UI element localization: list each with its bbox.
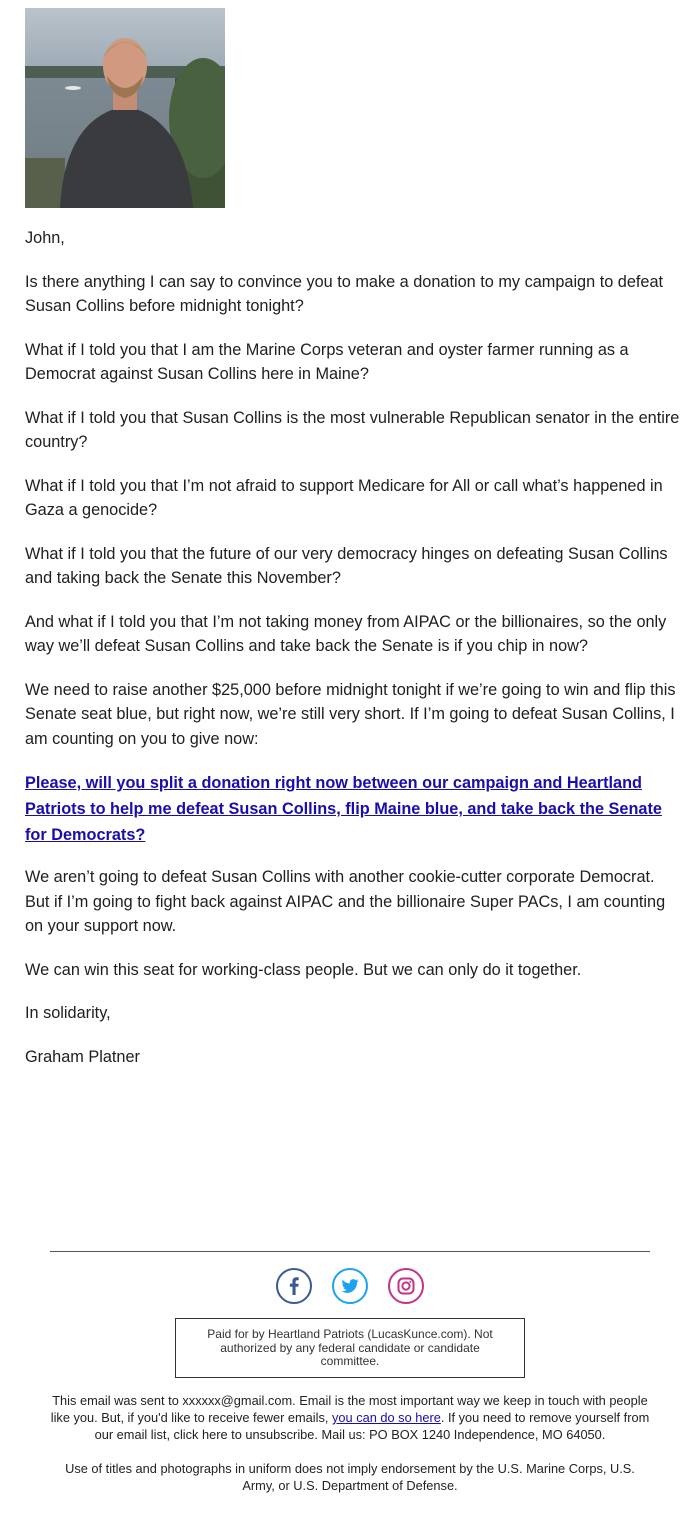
paragraph: What if I told you that I’m not afraid to support Medicare for All or call what’s happened in Gaza a genocide?: [25, 476, 663, 519]
instagram-icon: [390, 1270, 422, 1302]
footer-text: . Email is the most important way we keep in touch with people like you. But, if you'd like to receive fewer emails,: [50, 1393, 648, 1425]
closing: In solidarity,: [25, 1004, 111, 1022]
candidate-photo: [25, 8, 225, 208]
paragraph: What if I told you that the future of our very democracy hinges on defeating Susan Collins and taking back the Senate this November?: [25, 544, 668, 587]
footer-text: This email was sent to: [52, 1393, 179, 1408]
uniform-disclaimer: Use of titles and photographs in uniform does not imply endorsement by the U.S. Marine Corps, U.S. Army, or U.S. Department of Defense.: [65, 1461, 635, 1493]
footer-text: . If you need to remove yourself from our email list, click here to unsubscribe. Mail us: PO BOX 1240 Independence, MO 64050.: [94, 1410, 650, 1442]
paragraph: What if I told you that I am the Marine Corps veteran and oyster farmer running as a Democrat against Susan Collins here in Maine?: [25, 340, 629, 383]
paragraph: We can win this seat for working-class people. But we can only do it together.: [25, 960, 582, 979]
paragraph: And what if I told you that I’m not taking money from AIPAC or the billionaires, so the only way we’ll defeat Susan Collins and take back the Senate is if you chip in now?: [25, 612, 667, 655]
cta-paragraph: [25, 770, 680, 848]
paragraph: We aren’t going to defeat Susan Collins with another cookie-cutter corporate Democrat. But if I’m going to fight back against AIPAC and the billionaire Super PACs, I am counting on your support now.: [25, 868, 666, 935]
footer-divider: [50, 1251, 650, 1252]
fewer-emails-link[interactable]: you can do so here: [332, 1410, 441, 1425]
twitter-icon: [334, 1270, 366, 1302]
donate-link[interactable]: Please, will you split a donation right now between our campaign and Heartland Patriots to help me defeat Susan Collins, flip Maine blue, and take back the Senate for Democrats?: [25, 774, 662, 844]
twitter-link[interactable]: [332, 1268, 368, 1304]
facebook-icon: [278, 1270, 310, 1302]
greeting: John,: [25, 229, 65, 247]
footer-notice: [48, 1392, 652, 1443]
paragraph: We need to raise another $25,000 before midnight tonight if we’re going to win and flip this Senate seat blue, but right now, we’re still very short. If I’m going to defeat Susan Collins, I am counting on you to give now:: [25, 680, 676, 748]
signature: Graham Platner: [25, 1047, 140, 1066]
paragraph: Is there anything I can say to convince you to make a donation to my campaign to defeat Susan Collins before midnight tonight?: [25, 272, 664, 315]
facebook-link[interactable]: [276, 1268, 312, 1304]
paid-for-disclaimer: Paid for by Heartland Patriots (LucasKunce.com). Not authorized by any federal candidate or candidate committee.: [175, 1318, 525, 1378]
recipient-email: xxxxxx@gmail.com: [182, 1393, 293, 1408]
email-body: [25, 226, 680, 1088]
instagram-link[interactable]: [388, 1268, 424, 1304]
email-footer: [48, 1392, 652, 1511]
paragraph: What if I told you that Susan Collins is the most vulnerable Republican senator in the entire country?: [25, 408, 680, 451]
